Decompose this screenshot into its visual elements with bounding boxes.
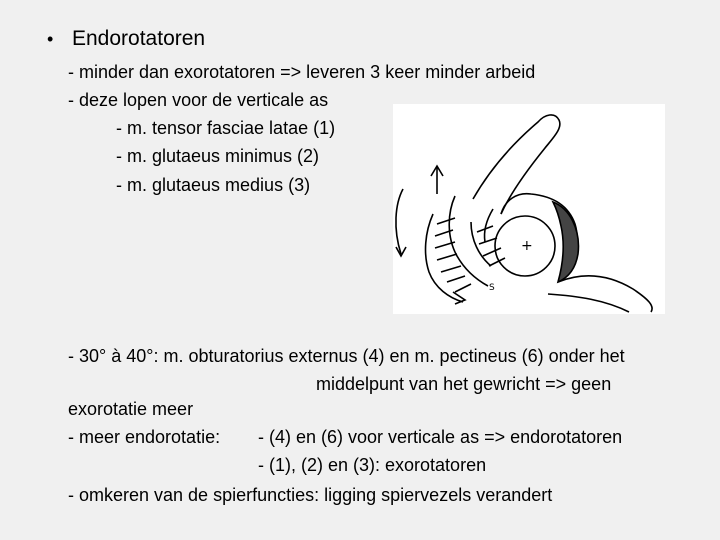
hip-joint-illustration bbox=[393, 104, 665, 314]
lower-line-5: - (4) en (6) voor verticale as => endorotatoren bbox=[258, 427, 623, 447]
text-line-5: - m. glutaeus medius (3) bbox=[116, 175, 311, 195]
lower-line-7: - omkeren van de spierfuncties: ligging spiervezels verandert bbox=[68, 485, 553, 505]
figure-label-s: S bbox=[489, 283, 495, 293]
lower-line-6: - (1), (2) en (3): exorotatoren bbox=[258, 455, 487, 475]
lower-line-1: - 30° à 40°: m. obturatorius externus (4) en m. pectineus (6) onder het bbox=[68, 346, 625, 366]
lower-line-3: exorotatie meer bbox=[68, 399, 194, 419]
lower-line-4: - meer endorotatie: bbox=[68, 427, 221, 447]
text-line-4: - m. glutaeus minimus (2) bbox=[116, 146, 320, 166]
text-line-3: - m. tensor fasciae latae (1) bbox=[116, 118, 336, 138]
text-line-2: - deze lopen voor de verticale as bbox=[68, 90, 329, 110]
lower-line-2: middelpunt van het gewricht => geen bbox=[316, 374, 612, 394]
bullet-point: • bbox=[47, 29, 54, 49]
slide-title: Endorotatoren bbox=[72, 27, 206, 50]
text-line-1: - minder dan exorotatoren => leveren 3 keer minder arbeid bbox=[68, 62, 536, 82]
figure-label-plus: + bbox=[521, 238, 533, 254]
